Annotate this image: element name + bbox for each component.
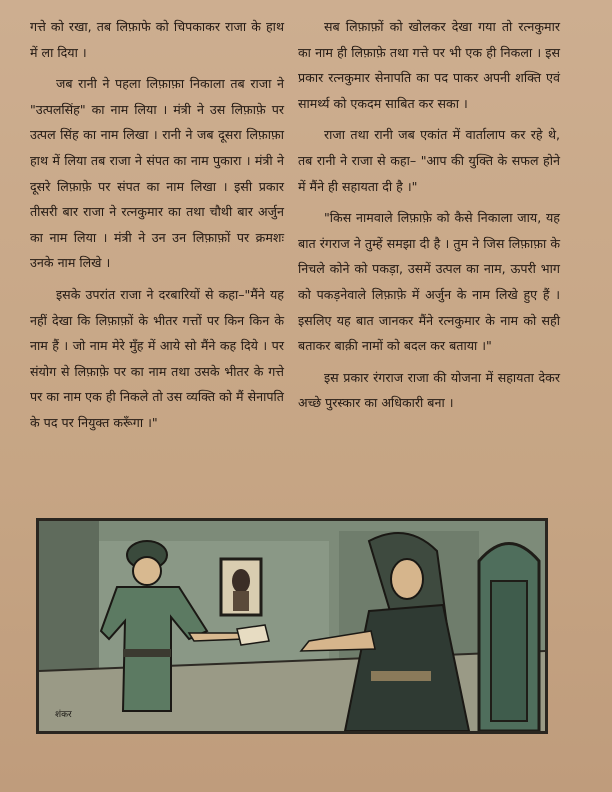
envelope-icon	[237, 625, 269, 645]
artist-signature: शंकर	[55, 710, 72, 720]
paragraph: "किस नामवाले लिफ़ाफ़े को कैसे निकाला जाय, यह बात रंगराज ने तुम्हें समझा दी है । तुम ने जिस लिफ़ाफ़ा के निचले कोने को पकड़ा, उसमें उत्पल का नाम, ऊपरी भाग को पकड़नेवाले लिफ़ाफ़े में अर्जुन के नाम लिखे हुए हैं । इसलिए यह बात जानकर मैंने रत्नकुमार के नाम को सही बताकर बाक़ी नामों को बदल कर बताया ।"	[298, 210, 560, 354]
illustration-art	[39, 521, 545, 731]
paragraph: इस प्रकार रंगराज राजा की योजना में सहायता देकर अच्छे पुरस्कार का अधिकारी बना ।	[298, 369, 560, 411]
paragraph: जब रानी ने पहला लिफ़ाफ़ा निकाला तब राजा ने "उत्पलसिंह" का नाम लिया । मंत्री ने उस लिफ़ाफ़े पर उत्पल सिंह का नाम लिखा । रानी ने जब दूसरा लिफ़ाफ़ा हाथ में लिया तब राजा ने संपत का नाम पुकारा । मंत्री ने दूसरे लिफ़ाफ़े पर संपत का नाम लिखा । इसी प्रकार तीसरी बार राजा ने रत्नकुमार का तथा चौथी बार अर्जुन का नाम लिया । मंत्री ने उन उन लिफ़ाफ़ों पर क्रमशः उनके नाम लिखे ।	[30, 76, 284, 271]
left-text-column	[30, 14, 284, 436]
paragraph: गत्ते को रखा, तब लिफ़ाफे को चिपकाकर राजा के हाथ में ला दिया ।	[30, 19, 284, 60]
paragraph: सब लिफ़ाफ़ों को खोलकर देखा गया तो रत्नकुमार का नाम ही लिफ़ाफ़े तथा गत्ते पर भी एक ही निकला । इस प्रकार रत्नकुमार सेनापति का पद पाकर अपनी शक्ति एवं सामर्थ्य को एकदम साबित कर सका ।	[298, 19, 560, 111]
paragraph: इसके उपरांत राजा ने दरबारियों से कहा–"मैंने यह नहीं देखा कि लिफ़ाफ़ों के भीतर गत्तों पर किन किन के नाम हैं । जो नाम मेरे मुँह में आये सो मैंने कह दिये । पर संयोग से लिफ़ाफ़े पर का नाम तथा उसके भीतर के गत्ते पर का नाम एक ही निकले तो उस व्यक्ति को मैं सेनापति के पद पर नियुक्त करूँगा ।"	[30, 286, 284, 430]
paragraph: राजा तथा रानी जब एकांत में वार्तालाप कर रहे थे, तब रानी ने राजा से कहा– "आप की युक्ति के सफल होने में मैंने ही सहायता दी है ।"	[298, 127, 560, 194]
right-text-column	[298, 14, 560, 416]
story-illustration	[36, 518, 548, 734]
